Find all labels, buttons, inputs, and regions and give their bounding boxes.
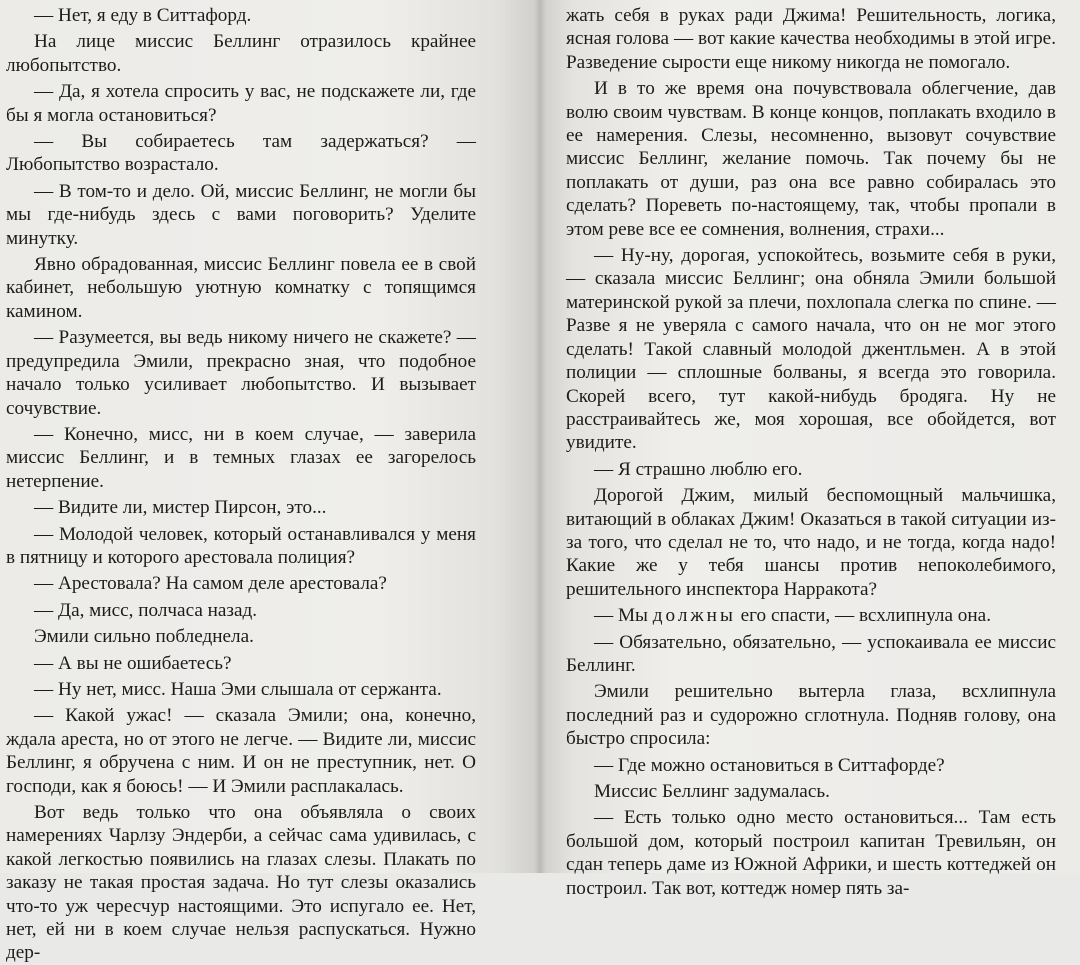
book-gutter bbox=[534, 0, 546, 873]
right-page-text bbox=[566, 4, 1056, 900]
right-page bbox=[540, 0, 1080, 899]
paragraph: — Видите ли, мистер Пирсон, это... bbox=[34, 497, 327, 519]
text-run: — Мы bbox=[594, 605, 653, 627]
paragraph: — Конечно, мисс, ни в коем случае, — заверила миссис Беллинг, и в темных глазах ее загорелось нетерпение. bbox=[6, 423, 476, 492]
paragraph: И в то же время она почувствовала облегчение, дав волю своим чувствам. В конце концов, поплакать входило в ее намерения. Слезы, несомненно, вызовут сочувствие миссис Беллинг, желание помочь. Так почему бы не поплакать от души, раз она все равно собиралась это сделать? Пореветь по-настоящему, так, чтобы пропали в этом реве все ее сомнения, волнения, страхи... bbox=[566, 78, 1056, 240]
paragraph: Явно обрадованная, миссис Беллинг повела ее в свой кабинет, небольшую уютную комнатку с топящимся камином. bbox=[6, 254, 476, 322]
paragraph: — Вы собираетесь там задержаться? — Любопытство возрастало. bbox=[6, 131, 476, 176]
continuation-paragraph: жать себя в руках ради Джима! Решительность, логика, ясная голова — вот какие качества необходимы в этой игре. Разведение сырости еще никому никогда не помогало. bbox=[566, 5, 1056, 73]
paragraph: Дорогой Джим, милый беспомощный мальчишка, витающий в облаках Джим! Оказаться в такой ситуации из-за того, что сделал не то, что надо, и не тогда, когда надо! Какие же у тебя шансы против непоколебимого, решительного инспектора Нарракота? bbox=[566, 485, 1056, 600]
paragraph: — Ну-ну, дорогая, успокойтесь, возьмите себя в руки, — сказала миссис Беллинг; она обняла Эмили большой материнской рукой за плечи, похлопала слегка по спине. — Разве я не уверяла с самого начала, что он не мог этого сделать! Такой славный молодой джентльмен. А в этой полиции — сплошные болваны, я всегда это говорила. Скорей всего, тут какой-нибудь бродяга. Ну не расстраивайтесь же, моя хорошая, все обойдется, вот увидите. bbox=[566, 245, 1056, 454]
left-page-text bbox=[6, 4, 476, 965]
paragraph: — Есть только одно место остановиться... Там есть большой дом, который построил капитан Тревильян, он сдан теперь даме из Южной Африки, и шесть коттеджей он построил. Так вот, коттедж номер пять за- bbox=[566, 807, 1056, 899]
paragraph: Миссис Беллинг задумалась. bbox=[594, 781, 830, 802]
paragraph: — В том-то и дело. Ой, миссис Беллинг, не могли бы мы где-нибудь здесь с вами поговорить? Уделите минутку. bbox=[6, 180, 476, 249]
paragraph: — Да, мисс, полчаса назад. bbox=[34, 599, 258, 621]
text-run: его спасти, — всхлипнула она. bbox=[735, 605, 991, 627]
paragraph: — Арестовала? На самом деле арестовала? bbox=[34, 573, 387, 595]
paragraph: — Молодой человек, который останавливался у меня в пятницу и которого арестовала полиция? bbox=[6, 523, 476, 568]
left-page bbox=[0, 0, 540, 964]
paragraph: — Ну нет, мисс. Наша Эми слышала от сержанта. bbox=[34, 678, 442, 700]
paragraph: — Какой ужас! — сказала Эмили; она, конечно, ждала ареста, но от этого не легче. — Видите ли, миссис Беллинг, я обручена с ним. И он не преступник, нет. О господи, как я боюсь! — И Эмили расплакалась. bbox=[6, 705, 476, 797]
paragraph bbox=[566, 604, 1056, 627]
paragraph: — Где можно остановиться в Ситтафорде? bbox=[594, 754, 945, 776]
paragraph: Эмили сильно побледнела. bbox=[34, 626, 254, 648]
paragraph: — Разумеется, вы ведь никому ничего не скажете? — предупредила Эмили, прекрасно зная, что подобное начало только усиливает любопытство. И вызывает сочувствие. bbox=[6, 327, 476, 419]
emphasized-word: должны bbox=[652, 605, 736, 627]
paragraph: Вот ведь только что она объявляла о своих намерениях Чарлзу Эндерби, а сейчас сама удивилась, с какой легкостью появились на глазах слезы. Плакать по заказу не такая простая задача. Но тут слезы оказались что-то уж чересчур настоящими. Это испугало ее. Нет, нет, ей ни в коем случае нельзя распускаться. Нужно дер- bbox=[6, 802, 476, 964]
paragraph: — Нет, я еду в Ситтафорд. bbox=[34, 5, 252, 26]
paragraph: — Да, я хотела спросить у вас, не подскажете ли, где бы я могла остановиться? bbox=[6, 81, 476, 126]
paragraph: Эмили решительно вытерла глаза, всхлипнула последний раз и судорожно сглотнула. Подняв голову, она быстро спросила: bbox=[566, 681, 1056, 750]
paragraph: На лице миссис Беллинг отразилось крайнее любопытство. bbox=[6, 31, 476, 76]
paragraph: — Я страшно люблю его. bbox=[594, 458, 803, 480]
paragraph: — А вы не ошибаетесь? bbox=[34, 652, 232, 674]
paragraph: — Обязательно, обязательно, — успокаивала ее миссис Беллинг. bbox=[566, 631, 1056, 676]
